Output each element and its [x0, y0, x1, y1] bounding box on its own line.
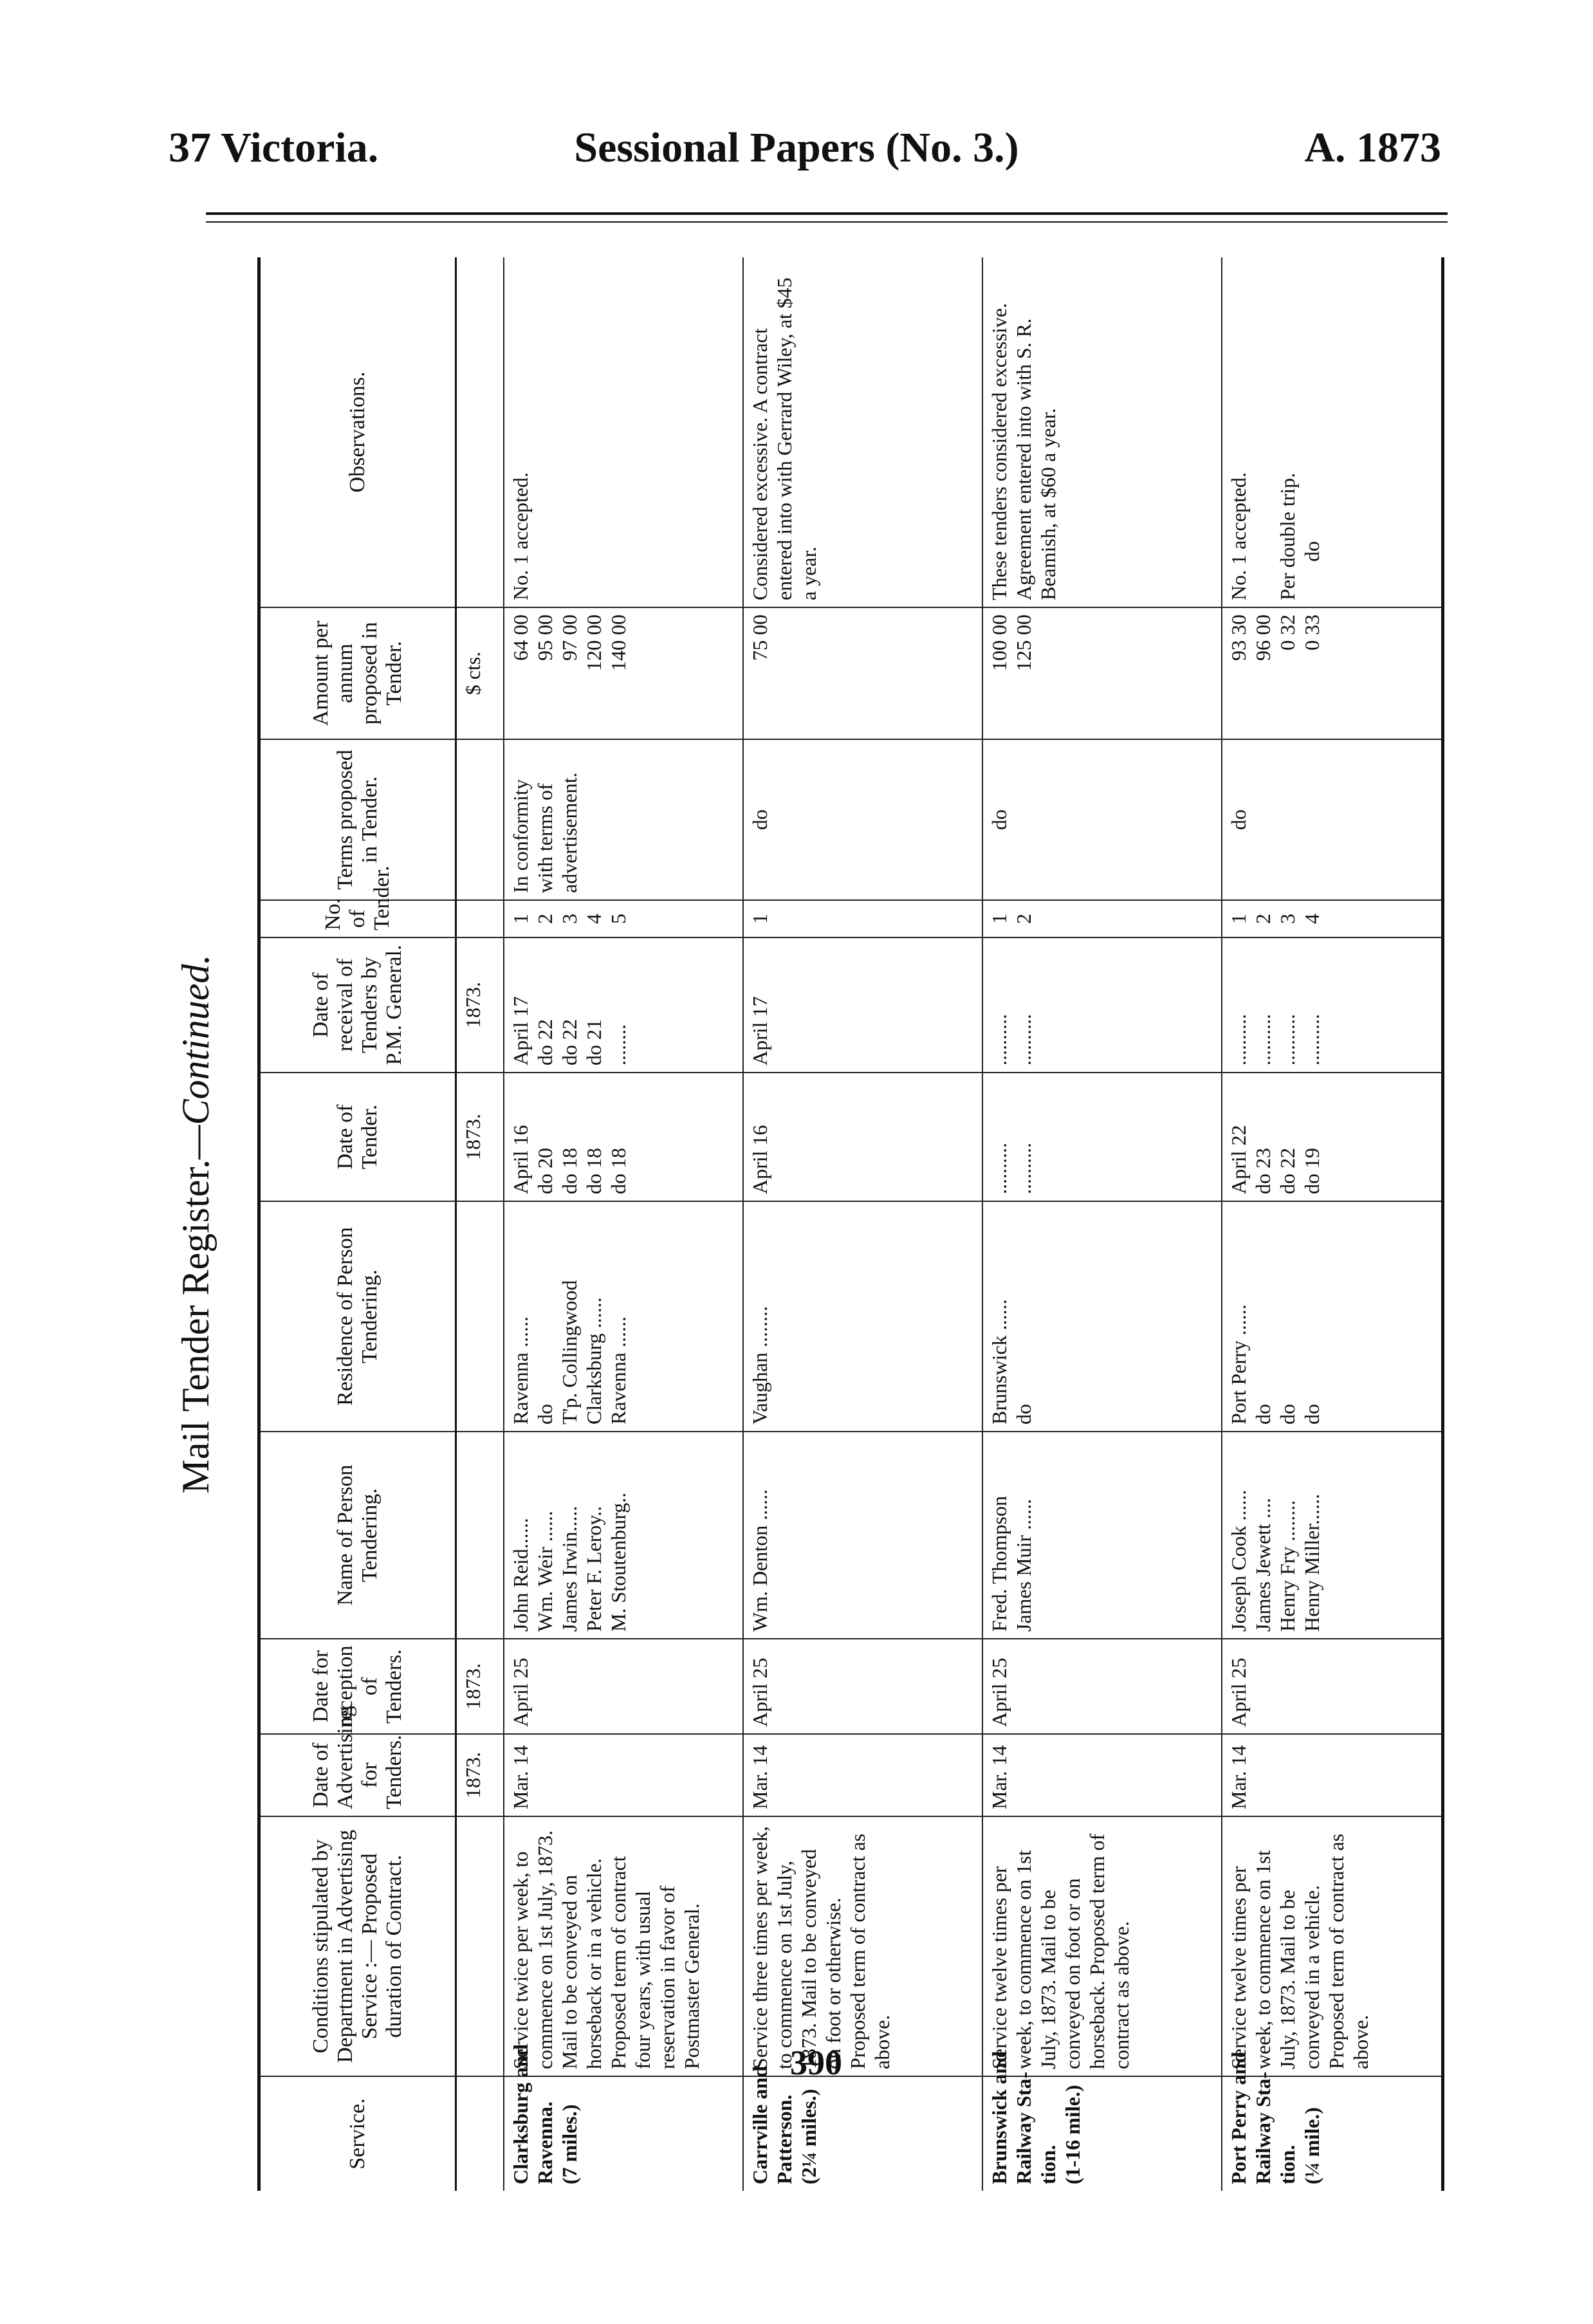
col-service: Service. [259, 2076, 456, 2191]
receival-dates-cell: .......... .......... .......... .......... [1222, 937, 1443, 1073]
conditions-cell: Service twice per week, to commence on 1st July, 1873. Mail to be conveyed on horseback or in a vehicle. Proposed term of contract four years, with usual reservation in favor of Postmaster General. [504, 1816, 743, 2076]
header-rule [206, 212, 1448, 215]
mail-tender-register-table [257, 257, 1444, 2191]
col-conditions: Conditions stipulated by Department in Advertising Service :— Proposed duration of Contract. [259, 1816, 456, 2076]
conditions-cell: Service twelve times per week, to commence on 1st July, 1873. Mail to be conveyed on foot or on horseback. Proposed term of contract as above. [982, 1816, 1222, 2076]
date-adv-cell: Mar. 14 [982, 1734, 1222, 1816]
conditions-cell: Service three times per week, to commence on 1st July, 1873. Mail to be conveyed on foot or otherwise. Proposed term of contract as above. [743, 1816, 982, 2076]
service-cell: Clarksburg and Ravenna. (7 miles.) [504, 2076, 743, 2191]
date-adv-cell: Mar. 14 [743, 1734, 982, 1816]
date-recep-cell: April 25 [982, 1639, 1222, 1734]
amounts-cell: 64 00 95 00 97 00 120 00 140 00 [504, 607, 743, 739]
terms-cell: do [982, 739, 1222, 900]
unit-date-tender: 1873. [456, 1073, 504, 1201]
numbers-cell: 1 2 [982, 900, 1222, 937]
date-recep-cell: April 25 [504, 1639, 743, 1734]
residences-cell: Vaughan ........ [743, 1201, 982, 1432]
tender-dates-cell: .......... .......... [982, 1073, 1222, 1201]
observations-cell: Considered excessive. A contract entered into with Gerrard Wiley, at $45 a year. [743, 257, 982, 607]
header-year: A. 1873 [1304, 124, 1441, 171]
service-cell: Carrville and Patterson. (2¼ miles.) [743, 2076, 982, 2191]
conditions-cell: Service twelve times per week, to commence on 1st July, 1873. Mail to be conveyed in a vehicle. Proposed term of contract as above. [1222, 1816, 1443, 2076]
table-caption [174, 257, 218, 2191]
table-row [504, 257, 743, 2191]
terms-cell: do [1222, 739, 1443, 900]
unit-date-recep: 1873. [456, 1639, 504, 1734]
names-cell: Fred. Thompson James Muir ...... [982, 1432, 1222, 1639]
date-recep-cell: April 25 [743, 1639, 982, 1734]
unit-amount: $ cts. [456, 607, 504, 739]
header-volume: 37 Victoria. [169, 124, 379, 171]
terms-cell: In conformity with terms of advertisement. [504, 739, 743, 900]
residences-cell: Port Perry ...... do do do [1222, 1201, 1443, 1432]
tender-dates-cell: April 16 do 20 do 18 do 18 do 18 [504, 1073, 743, 1201]
names-cell: Joseph Cook ...... James Jewett .... Henry Fry ........ Henry Miller...... [1222, 1432, 1443, 1639]
numbers-cell: 1 [743, 900, 982, 937]
col-date-tender: Date of Tender. [259, 1073, 456, 1201]
names-cell: John Reid...... Wm. Weir ...... James Irwin..... Peter F. Leroy.. M. Stoutenburg.. [504, 1432, 743, 1639]
residences-cell: Ravenna ...... do T'p. Collingwood Clarksburg ...... Ravenna ...... [504, 1201, 743, 1432]
rotated-register [174, 257, 1444, 2191]
amounts-cell: 100 00 125 00 [982, 607, 1222, 739]
header-sessional-papers: Sessional Papers (No. 3.) [574, 124, 1019, 171]
unit-date-receival: 1873. [456, 937, 504, 1073]
date-adv-cell: Mar. 14 [504, 1734, 743, 1816]
col-amount: Amount per annum proposed in Tender. [259, 607, 456, 739]
caption-suffix: —Continued. [174, 954, 217, 1159]
receival-dates-cell: .......... .......... [982, 937, 1222, 1073]
terms-cell: do [743, 739, 982, 900]
col-date-reception: Date for reception of Tenders. [259, 1639, 456, 1734]
receival-dates-cell: April 17 [743, 937, 982, 1073]
observations-cell: No. 1 accepted. [504, 257, 743, 607]
date-adv-cell: Mar. 14 [1222, 1734, 1443, 1816]
col-observations: Observations. [259, 257, 456, 607]
unit-row [456, 257, 504, 2191]
caption-main: Mail Tender Register. [174, 1159, 217, 1494]
page-folio: 390 [790, 2043, 842, 2082]
numbers-cell: 1 2 3 4 [1222, 900, 1443, 937]
receival-dates-cell: April 17 do 22 do 22 do 21 ........ [504, 937, 743, 1073]
service-cell: Brunswick and Railway Sta- tion. (1-16 mile.) [982, 2076, 1222, 2191]
service-cell: Port Perry and Railway Sta- tion. (¼ mile.) [1222, 2076, 1443, 2191]
table-row [743, 257, 982, 2191]
table-row [982, 257, 1222, 2191]
table-row [1222, 257, 1443, 2191]
date-recep-cell: April 25 [1222, 1639, 1443, 1734]
header-rule-thin [206, 221, 1448, 223]
col-date-advertising: Date of Advertising for Tenders. [259, 1734, 456, 1816]
names-cell: Wm. Denton ...... [743, 1432, 982, 1639]
col-name: Name of Person Tendering. [259, 1432, 456, 1639]
residences-cell: Brunswick ...... do [982, 1201, 1222, 1432]
numbers-cell: 1 2 3 4 5 [504, 900, 743, 937]
amounts-cell: 93 30 96 00 0 32 0 33 [1222, 607, 1443, 739]
header-row [259, 257, 456, 2191]
observations-cell: No. 1 accepted. Per double trip. do [1222, 257, 1443, 607]
tender-dates-cell: April 16 [743, 1073, 982, 1201]
col-number: No. of Tender. [259, 900, 456, 937]
unit-date-adv: 1873. [456, 1734, 504, 1816]
tender-dates-cell: April 22 do 23 do 22 do 19 [1222, 1073, 1443, 1201]
col-residence: Residence of Person Tendering. [259, 1201, 456, 1432]
col-date-receival: Date of receival of Tenders by P.M. General. [259, 937, 456, 1073]
amounts-cell: 75 00 [743, 607, 982, 739]
observations-cell: These tenders considered excessive. Agreement entered into with S. R. Beamish, at $60 a year. [982, 257, 1222, 607]
col-terms: Terms proposed in Tender. [259, 739, 456, 900]
